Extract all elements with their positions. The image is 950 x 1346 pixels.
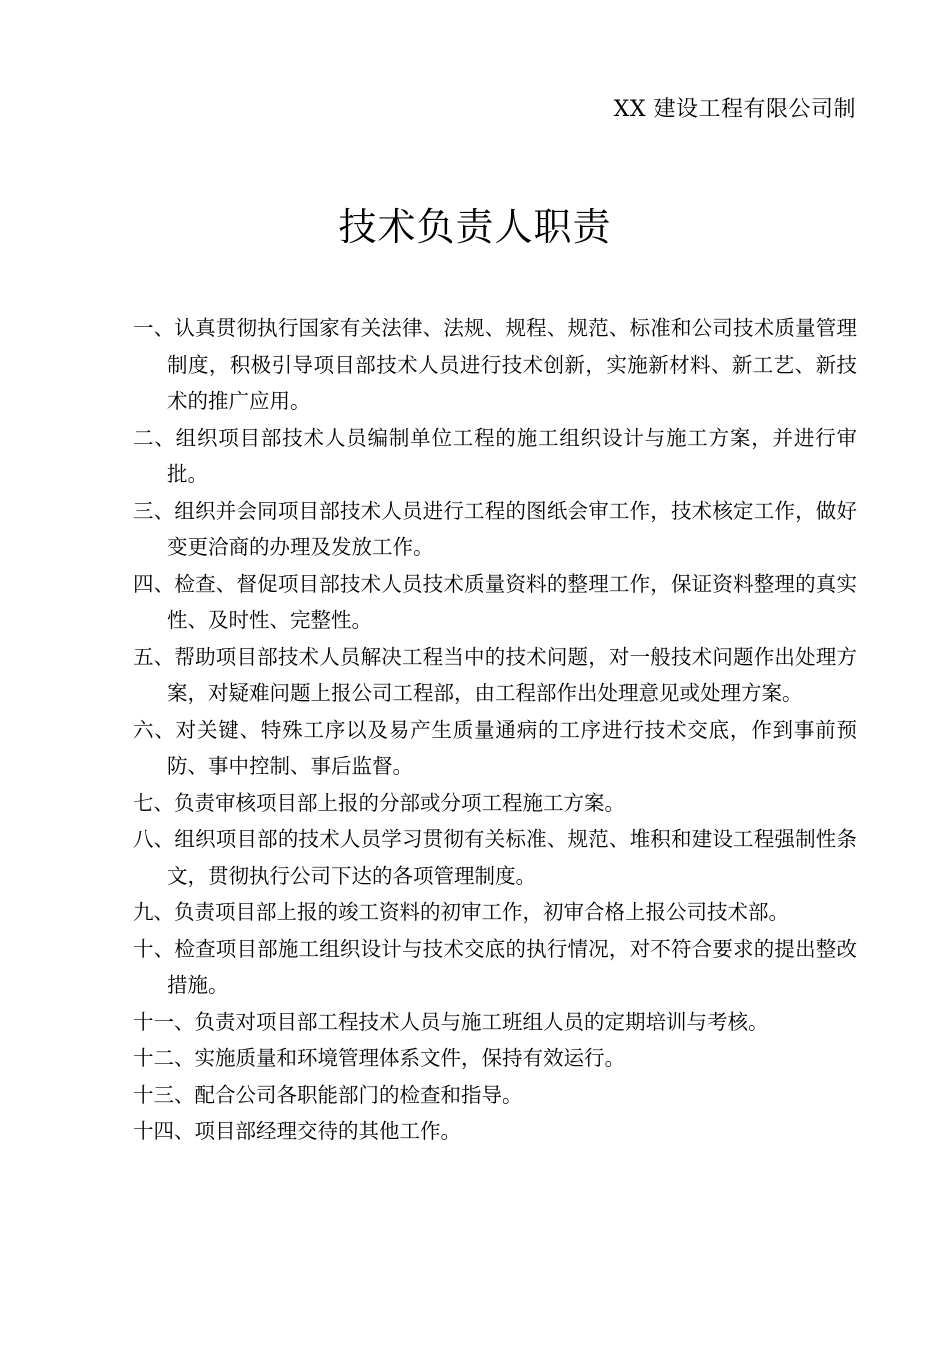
duty-item-8: 八、组织项目部的技术人员学习贯彻有关标准、规范、堆积和建设工程强制性条文，贯彻执行公司下达的各项管理制度。: [133, 827, 857, 888]
page-title: 技术负责人职责: [338, 205, 612, 249]
duty-item-12: 十二、实施质量和环境管理体系文件，保持有效运行。: [133, 1046, 625, 1070]
duty-item-7: 七、负责审核项目部上报的分部或分项工程施工方案。: [133, 790, 625, 815]
duty-item-1: 一、认真贯彻执行国家有关法律、法规、规程、规范、标准和公司技术质量管理制度，积极引导项目部技术人员进行技术创新，实施新材料、新工艺、新技术的推广应用。: [133, 316, 857, 413]
duty-item-13: 十三、配合公司各职能部门的检查和指导。: [133, 1082, 523, 1107]
duty-item-11: 十一、负责对项目部工程技术人员与施工班组人员的定期培训与考核。: [133, 1009, 769, 1034]
duty-item-10: 十、检查项目部施工组织设计与技术交底的执行情况，对不符合要求的提出整改措施。: [133, 936, 857, 997]
duty-item-3: 三、组织并会同项目部技术人员进行工程的图纸会审工作，技术核定工作，做好变更洽商的办理及发放工作。: [133, 498, 857, 559]
duty-item-9: 九、负责项目部上报的竣工资料的初审工作，初审合格上报公司技术部。: [133, 900, 789, 924]
duty-list: [133, 310, 857, 1150]
duty-item-14: 十四、项目部经理交待的其他工作。: [133, 1119, 461, 1143]
company-header: XX 建设工程有限公司制: [613, 97, 856, 122]
duty-item-4: 四、检查、督促项目部技术人员技术质量资料的整理工作，保证资料整理的真实性、及时性、完整性。: [133, 571, 857, 632]
duty-item-5: 五、帮助项目部技术人员解决工程当中的技术问题，对一般技术问题作出处理方案，对疑难问题上报公司工程部，由工程部作出处理意见或处理方案。: [133, 644, 857, 705]
duty-item-2: 二、组织项目部技术人员编制单位工程的施工组织设计与施工方案，并进行审批。: [133, 425, 857, 486]
duty-item-6: 六、对关键、特殊工序以及易产生质量通病的工序进行技术交底，作到事前预防、事中控制、事后监督。: [133, 717, 857, 778]
